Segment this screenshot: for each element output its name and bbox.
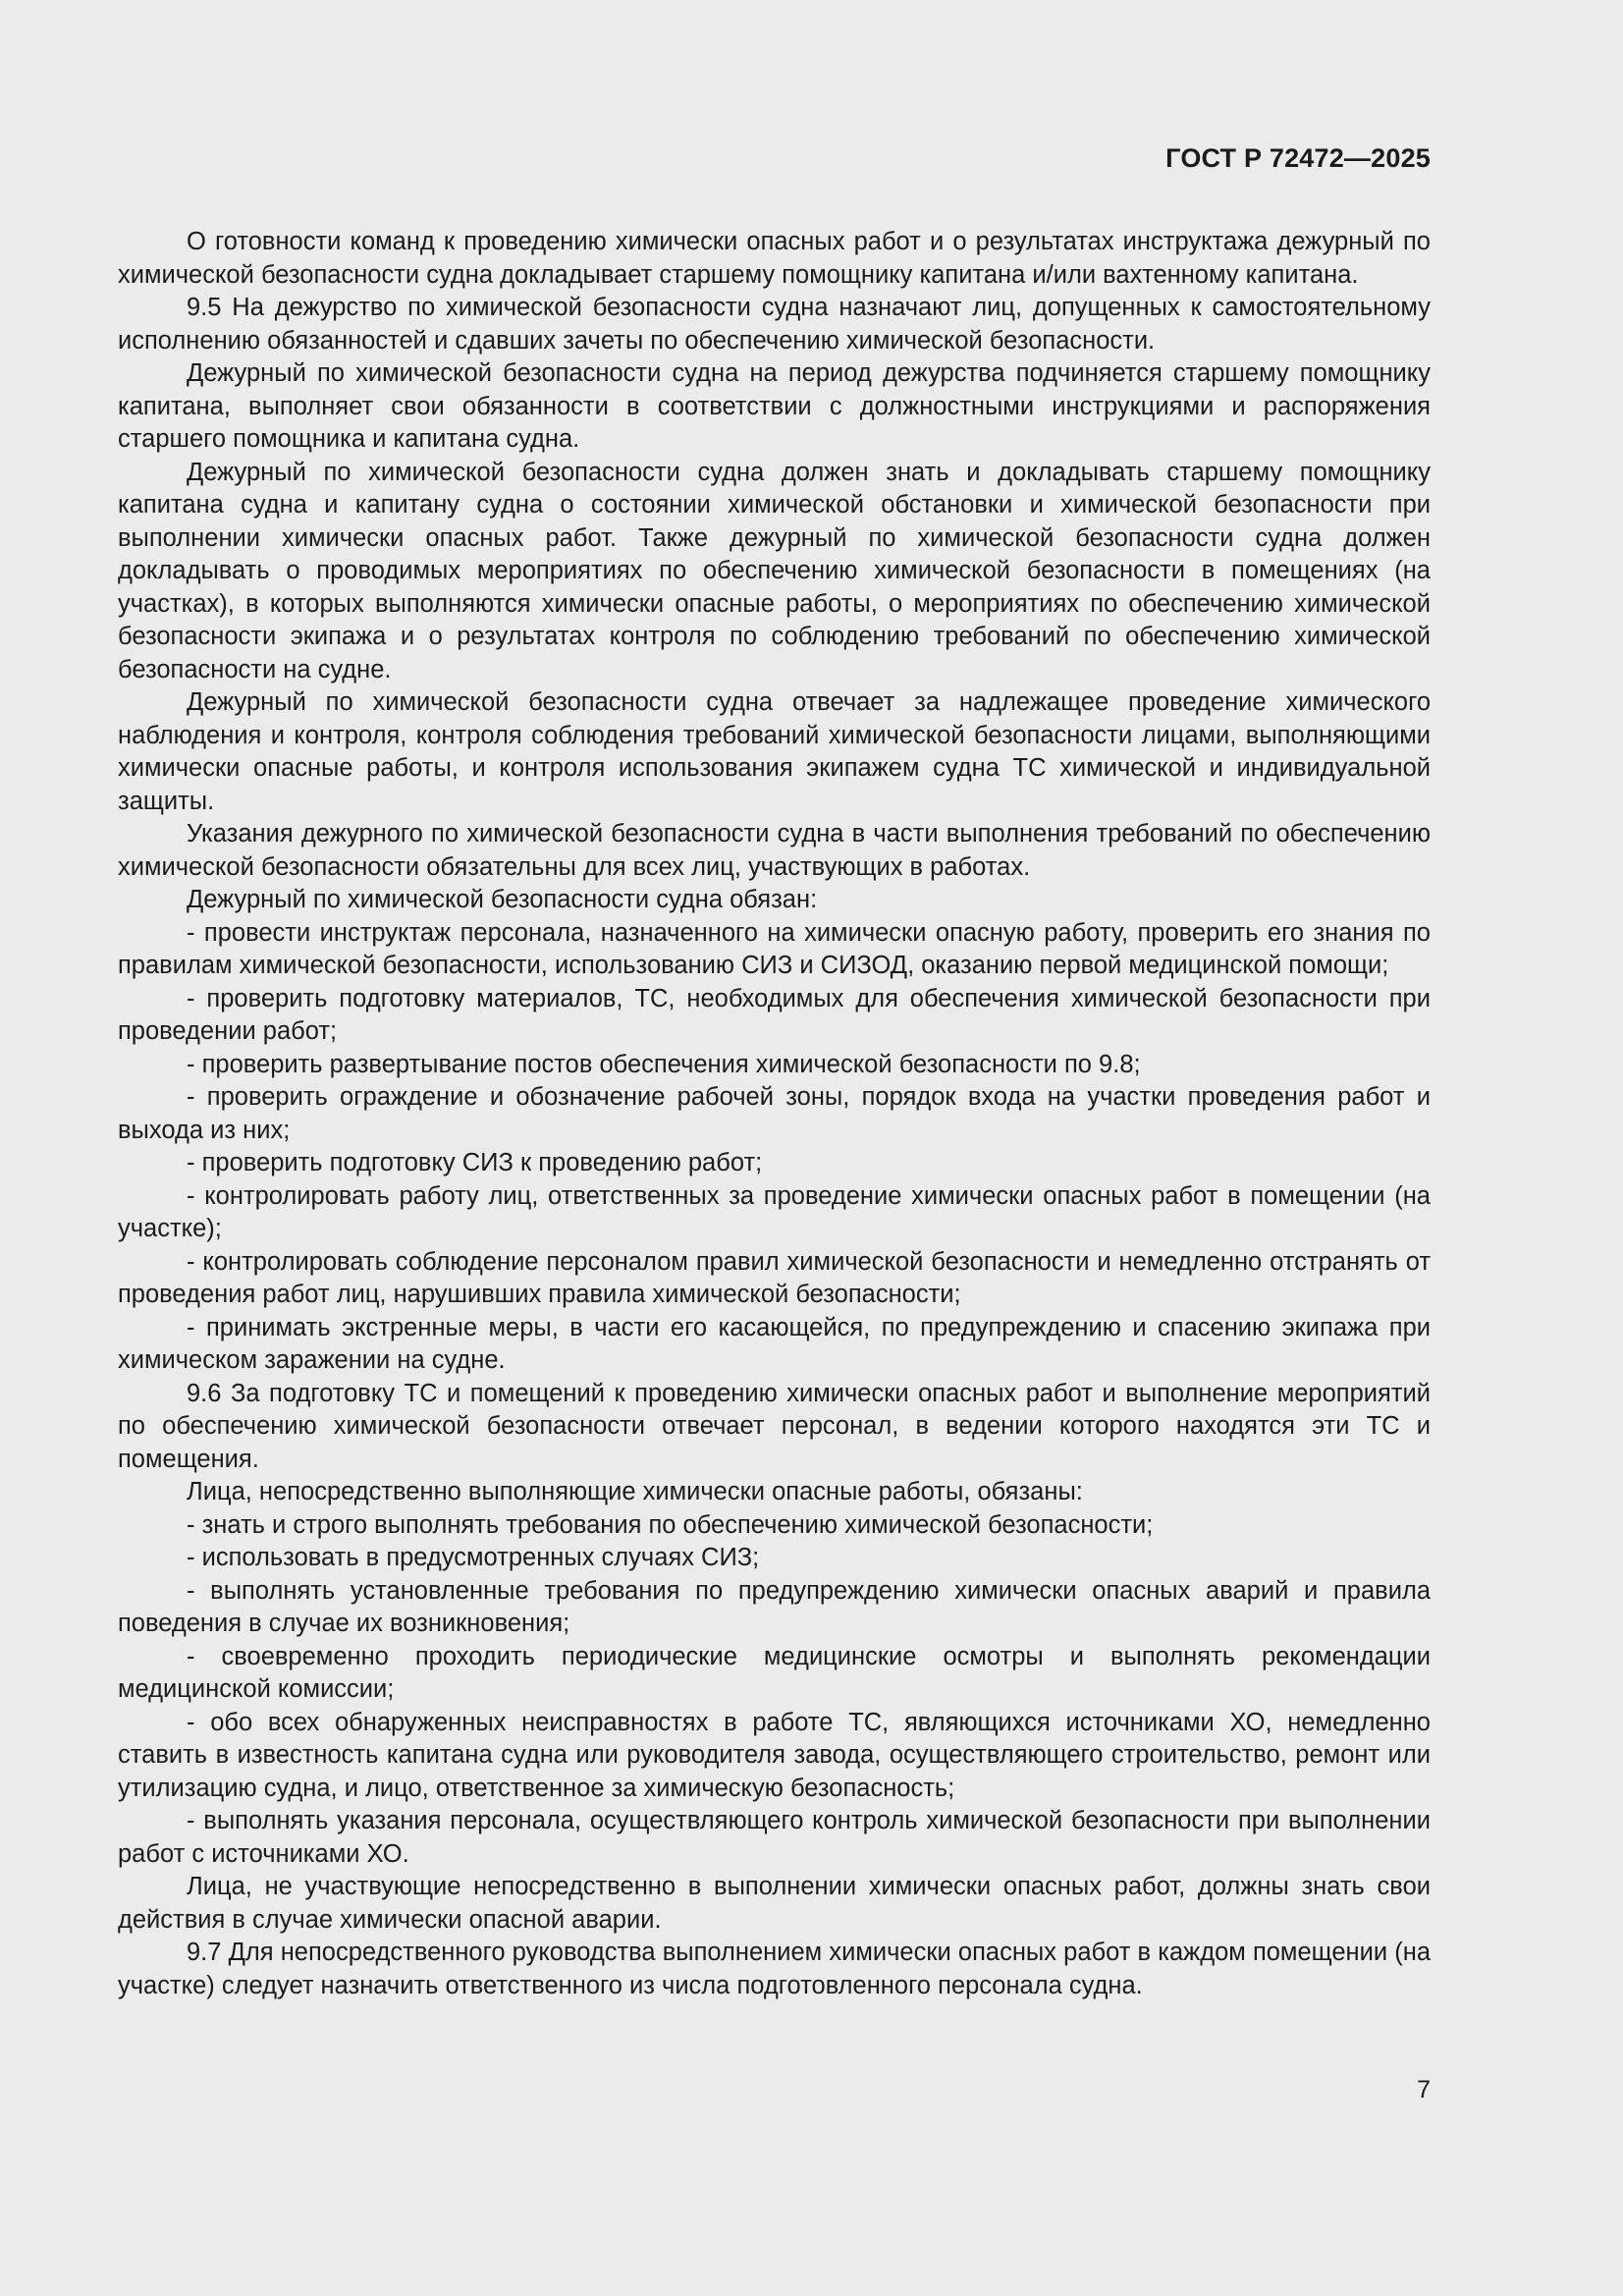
list-item: - принимать экстренные меры, в части его касающейся, по предупреждению и спасению экипажа при химическом заражении на судне. <box>118 1313 1431 1374</box>
list-item: - проверить подготовку СИЗ к проведению работ; <box>187 1149 763 1176</box>
list-item: - выполнять указания персонала, осуществляющего контроль химической безопасности при выполнении работ с источниками ХО. <box>118 1807 1431 1868</box>
document-body <box>118 226 1431 2002</box>
paragraph-9-7: 9.7 Для непосредственного руководства выполнением химически опасных работ в каждом помещении (на участке) следует назначить ответственного из числа подготовленного персонала судна. <box>118 1939 1431 1999</box>
paragraph-9-5: 9.5 На дежурство по химической безопасности судна назначают лиц, допущенных к самостоятельному исполнению обязанностей и сдавших зачеты по обеспечению химической безопасности. <box>118 294 1431 355</box>
paragraph-workers-obligations-intro: Лица, непосредственно выполняющие химически опасные работы, обязаны: <box>187 1478 1083 1505</box>
paragraph-duty-instructions: Указания дежурного по химической безопасности судна в части выполнения требований по обеспечению химической безопасности обязательны для всех лиц, участвующих в работах. <box>118 820 1431 881</box>
page-number: 7 <box>1417 2076 1431 2104</box>
list-item: - провести инструктаж персонала, назначенного на химически опасную работу, проверить его знания по правилам химической безопасности, использованию СИЗ и СИЗОД, оказанию первой медицинской помощи; <box>118 918 1431 979</box>
list-item: - проверить развертывание постов обеспечения химической безопасности по 9.8; <box>187 1050 1141 1078</box>
paragraph-readiness-report: О готовности команд к проведению химически опасных работ и о результатах инструктажа дежурный по химической безопасности судна докладывает старшему помощнику капитана и/или вахтенному капитана. <box>118 228 1431 289</box>
paragraph-9-6: 9.6 За подготовку ТС и помещений к проведению химически опасных работ и выполнение мероприятий по обеспечению химической безопасности отвечает персонал, в ведении которого находятся эти ТС и помещения. <box>118 1379 1431 1473</box>
list-item: - обо всех обнаруженных неисправностях в работе ТС, являющихся источниками ХО, немедленно ставить в известность капитана судна или руководителя завода, осуществляющего строительство, ремонт или утилизацию судна, и лицо, ответственное за химическую безопасность; <box>118 1708 1431 1802</box>
list-item: - знать и строго выполнять требования по обеспечению химической безопасности; <box>187 1510 1154 1539</box>
paragraph-duty-reporting: Дежурный по химической безопасности судна должен знать и докладывать старшему помощнику капитана судна и капитану судна о состоянии химической обстановки и химической безопасности при выполнении химически опасных работ. Также дежурный по химической безопасности судна должен докладывать о проводимых мероприятиях по обеспечению химической безопасности в помещениях (на участках), в которых выполняются химически опасные работы, о мероприятиях по обеспечению химической безопасности экипажа и о результатах контроля по соблюдению требований по обеспечению химической безопасности на судне. <box>118 458 1431 683</box>
list-item: - проверить ограждение и обозначение рабочей зоны, порядок входа на участки проведения работ и выхода из них; <box>118 1083 1431 1144</box>
list-item: - проверить подготовку материалов, ТС, необходимых для обеспечения химической безопасности при проведении работ; <box>118 984 1431 1045</box>
paragraph-duty-obligations-intro: Дежурный по химической безопасности судна обязан: <box>187 886 818 913</box>
paragraph-non-participants: Лица, не участвующие непосредственно в выполнении химически опасных работ, должны знать свои действия в случае химически опасной аварии. <box>118 1873 1431 1934</box>
paragraph-duty-subordination: Дежурный по химической безопасности судна на период дежурства подчиняется старшему помощнику капитана, выполняет свои обязанности в соответствии с должностными инструкциями и распоряжения старшего помощника и капитана судна. <box>118 359 1431 453</box>
list-item: - выполнять установленные требования по предупреждению химически опасных аварий и правила поведения в случае их возникновения; <box>118 1576 1431 1637</box>
paragraph-duty-responsibility: Дежурный по химической безопасности судна отвечает за надлежащее проведение химического наблюдения и контроля, контроля соблюдения требований химической безопасности лицами, выполняющими химически опасные работы, и контроля использования экипажем судна ТС химической и индивидуальной защиты. <box>118 688 1431 815</box>
list-item: - своевременно проходить периодические медицинские осмотры и выполнять рекомендации медицинской комиссии; <box>118 1642 1431 1703</box>
list-item: - использовать в предусмотренных случаях СИЗ; <box>187 1544 760 1571</box>
list-item: - контролировать соблюдение персоналом правил химической безопасности и немедленно отстранять от проведения работ лиц, нарушивших правила химической безопасности; <box>118 1247 1431 1308</box>
list-item: - контролировать работу лиц, ответственных за проведение химически опасных работ в помещении (на участке); <box>118 1181 1431 1242</box>
document-standard-id: ГОСТ Р 72472—2025 <box>1165 143 1431 173</box>
